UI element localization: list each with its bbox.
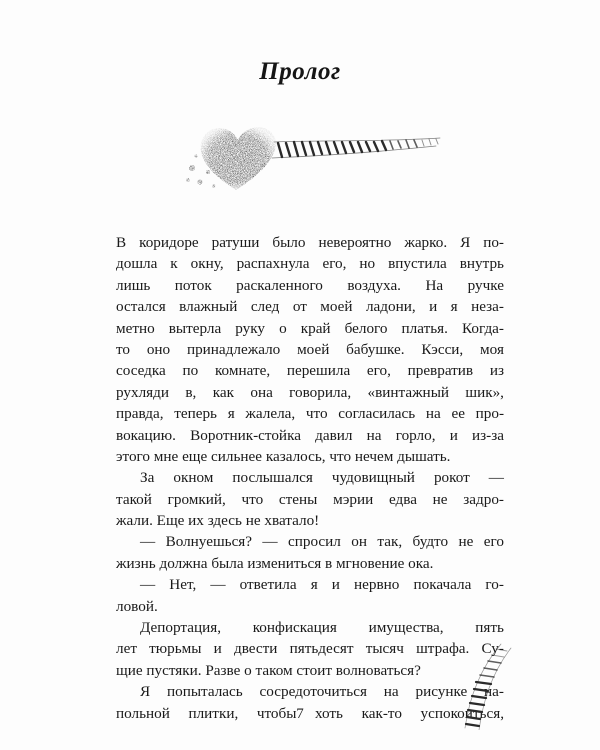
word: его bbox=[483, 533, 504, 551]
text-line: жизнь должна была измениться в мгновение ока. bbox=[116, 554, 434, 572]
word: его, bbox=[322, 255, 347, 273]
word: след bbox=[250, 298, 280, 316]
word: конфискация bbox=[252, 619, 337, 637]
word: покачала bbox=[413, 576, 472, 594]
word: ручке bbox=[467, 276, 504, 294]
word: и bbox=[331, 576, 340, 594]
word: попыталась bbox=[166, 683, 243, 701]
word: я bbox=[450, 298, 458, 316]
word: вытерла bbox=[168, 319, 222, 337]
word: как bbox=[212, 383, 234, 401]
word: успокоиться, bbox=[420, 704, 504, 722]
word: он bbox=[351, 533, 368, 551]
word: мэрии bbox=[333, 490, 374, 508]
word: по bbox=[182, 362, 199, 380]
word: моей bbox=[297, 340, 330, 358]
word: превратив bbox=[407, 362, 474, 380]
text-line bbox=[116, 638, 504, 659]
word: по- bbox=[483, 234, 504, 251]
word: сосредоточиться bbox=[259, 683, 367, 701]
word: Нет, bbox=[169, 576, 197, 594]
word: лет bbox=[116, 640, 137, 658]
word: не bbox=[432, 490, 448, 508]
word: на bbox=[383, 683, 399, 701]
word: коридоре bbox=[139, 234, 199, 251]
word: спросил bbox=[288, 533, 341, 551]
word: платья. bbox=[401, 319, 448, 337]
justified-line bbox=[116, 339, 504, 360]
justified-line bbox=[116, 382, 504, 403]
word: про- bbox=[475, 405, 504, 423]
chapter-body bbox=[116, 232, 504, 724]
word: дошла bbox=[116, 255, 158, 273]
word: двести bbox=[234, 640, 278, 658]
word: пять bbox=[475, 619, 504, 637]
word: говорила, bbox=[289, 383, 352, 401]
text-line bbox=[116, 360, 504, 381]
word: ладони, bbox=[365, 298, 416, 316]
text-line bbox=[116, 425, 504, 446]
word: Я bbox=[460, 234, 471, 251]
word: шик», bbox=[465, 383, 504, 401]
text-line bbox=[116, 296, 504, 317]
word: оно bbox=[146, 340, 171, 358]
word: как-то bbox=[361, 704, 402, 722]
word: моя bbox=[480, 340, 504, 358]
word: нервно bbox=[354, 576, 400, 594]
word: — bbox=[140, 533, 156, 551]
word: распахнула bbox=[236, 255, 310, 273]
justified-line bbox=[140, 467, 504, 488]
text-line bbox=[116, 403, 504, 424]
text-line bbox=[116, 275, 504, 296]
word: штрафа. bbox=[416, 640, 470, 658]
word: громкий, bbox=[167, 490, 226, 508]
text-line: этого мне еще сильнее казалось, что нечем дышать. bbox=[116, 447, 451, 465]
word: Воротник-стойка bbox=[190, 426, 301, 444]
word: воздуха. bbox=[347, 276, 401, 294]
justified-line bbox=[116, 360, 504, 381]
word: давил bbox=[315, 426, 353, 444]
word: влажный bbox=[179, 298, 238, 316]
word: рисунке bbox=[415, 683, 468, 701]
word: тюрьмы bbox=[149, 640, 202, 658]
justified-line bbox=[140, 681, 504, 702]
word: стены bbox=[278, 490, 318, 508]
justified-line bbox=[140, 531, 504, 552]
text-line bbox=[116, 382, 504, 403]
word: но bbox=[359, 255, 376, 273]
word: остался bbox=[116, 298, 166, 316]
text-line bbox=[116, 253, 504, 274]
word: За bbox=[140, 469, 155, 487]
word: рухляди bbox=[116, 383, 170, 401]
word: и bbox=[213, 640, 222, 658]
word: правда, bbox=[116, 405, 164, 423]
text-line bbox=[116, 232, 504, 253]
word: ответила bbox=[239, 576, 297, 594]
text-line bbox=[116, 681, 504, 702]
word: то bbox=[116, 340, 131, 358]
word: имущества, bbox=[368, 619, 444, 637]
word: горло, bbox=[395, 426, 436, 444]
word: метно bbox=[116, 319, 155, 337]
word: Когда- bbox=[462, 319, 504, 337]
justified-line bbox=[116, 425, 504, 446]
word: го- bbox=[485, 576, 504, 594]
word: теперь bbox=[174, 405, 217, 423]
word: пятьдесят bbox=[289, 640, 354, 658]
word: — bbox=[140, 576, 156, 594]
text-line bbox=[116, 467, 504, 488]
word: и bbox=[429, 298, 438, 316]
word: послышался bbox=[232, 469, 313, 487]
word: раскаленного bbox=[236, 276, 323, 294]
word: край bbox=[300, 319, 331, 337]
word: задро- bbox=[463, 490, 504, 508]
word: окном bbox=[173, 469, 214, 487]
text-line bbox=[116, 617, 504, 638]
word: «винтажный bbox=[367, 383, 450, 401]
word: польной bbox=[116, 704, 170, 722]
word: — bbox=[262, 533, 278, 551]
word: о bbox=[279, 319, 287, 337]
word: руку bbox=[235, 319, 266, 337]
word: что bbox=[241, 490, 264, 508]
word: На bbox=[425, 276, 444, 294]
text-line bbox=[116, 574, 504, 595]
text-line: щие пустяки. Разве о таком стоит волноваться? bbox=[116, 661, 421, 679]
justified-line bbox=[116, 253, 504, 274]
justified-line bbox=[116, 638, 504, 659]
word: вокацию. bbox=[116, 426, 176, 444]
text-line bbox=[116, 531, 504, 552]
word: согласилась bbox=[338, 405, 416, 423]
word: внутрь bbox=[459, 255, 504, 273]
word: его, bbox=[366, 362, 391, 380]
word: от bbox=[292, 298, 307, 316]
word: и bbox=[449, 426, 458, 444]
word: хоть bbox=[315, 704, 343, 722]
word: Депортация, bbox=[140, 619, 222, 637]
word: жалела, bbox=[245, 405, 296, 423]
word: ратуши bbox=[211, 234, 260, 251]
word: лишь bbox=[116, 276, 151, 294]
word: впустила bbox=[388, 255, 447, 273]
page-number: 7 bbox=[296, 706, 304, 722]
word: неза- bbox=[471, 298, 504, 316]
text-line bbox=[116, 489, 504, 510]
word: плитки, bbox=[188, 704, 239, 722]
word: поток bbox=[174, 276, 212, 294]
justified-line bbox=[116, 489, 504, 510]
word: едва bbox=[388, 490, 417, 508]
word: Кэсси, bbox=[421, 340, 464, 358]
word: в, bbox=[185, 383, 197, 401]
word: чудовищный bbox=[331, 469, 415, 487]
justified-line bbox=[116, 296, 504, 317]
word: чтобы bbox=[256, 704, 297, 722]
chapter-title: Пролог bbox=[259, 58, 341, 85]
word: белого bbox=[344, 319, 388, 337]
word: жарко. bbox=[404, 234, 448, 251]
word: Су- bbox=[481, 640, 504, 658]
text-line bbox=[116, 339, 504, 360]
word: из-за bbox=[472, 426, 504, 444]
word: моей bbox=[320, 298, 353, 316]
word: из bbox=[489, 362, 504, 380]
word: к bbox=[170, 255, 178, 273]
word: комнате, bbox=[214, 362, 271, 380]
word: перешила bbox=[286, 362, 351, 380]
word: так, bbox=[377, 533, 403, 551]
text-line bbox=[116, 318, 504, 339]
word: тысяч bbox=[365, 640, 404, 658]
justified-line bbox=[116, 318, 504, 339]
word: я bbox=[227, 405, 235, 423]
justified-line bbox=[140, 574, 504, 595]
word: что bbox=[305, 405, 328, 423]
word: — bbox=[488, 469, 504, 487]
word: соседка bbox=[116, 362, 166, 380]
word: невероятно bbox=[318, 234, 392, 251]
word: такой bbox=[116, 490, 152, 508]
word: не bbox=[458, 533, 474, 551]
word: ее bbox=[451, 405, 465, 423]
justified-line bbox=[116, 232, 504, 253]
word: В bbox=[116, 234, 127, 251]
text-line: ловой. bbox=[116, 597, 158, 615]
word: рокот bbox=[433, 469, 470, 487]
word: на bbox=[366, 426, 382, 444]
word: я bbox=[310, 576, 318, 594]
word: Волнуешься? bbox=[165, 533, 253, 551]
word: было bbox=[272, 234, 306, 251]
word: окну, bbox=[190, 255, 224, 273]
word: Я bbox=[140, 683, 151, 701]
justified-line bbox=[140, 617, 504, 638]
word: на- bbox=[484, 683, 504, 701]
word: она bbox=[250, 383, 273, 401]
heart-tire-tracks-ornament bbox=[178, 112, 448, 207]
justified-line bbox=[116, 275, 504, 296]
text-line: жали. Еще их здесь не хватало! bbox=[116, 512, 320, 530]
justified-line bbox=[116, 403, 504, 424]
word: на bbox=[425, 405, 441, 423]
word: бабушке. bbox=[346, 340, 405, 358]
word: будто bbox=[412, 533, 449, 551]
word: — bbox=[210, 576, 226, 594]
word: принадлежало bbox=[186, 340, 281, 358]
